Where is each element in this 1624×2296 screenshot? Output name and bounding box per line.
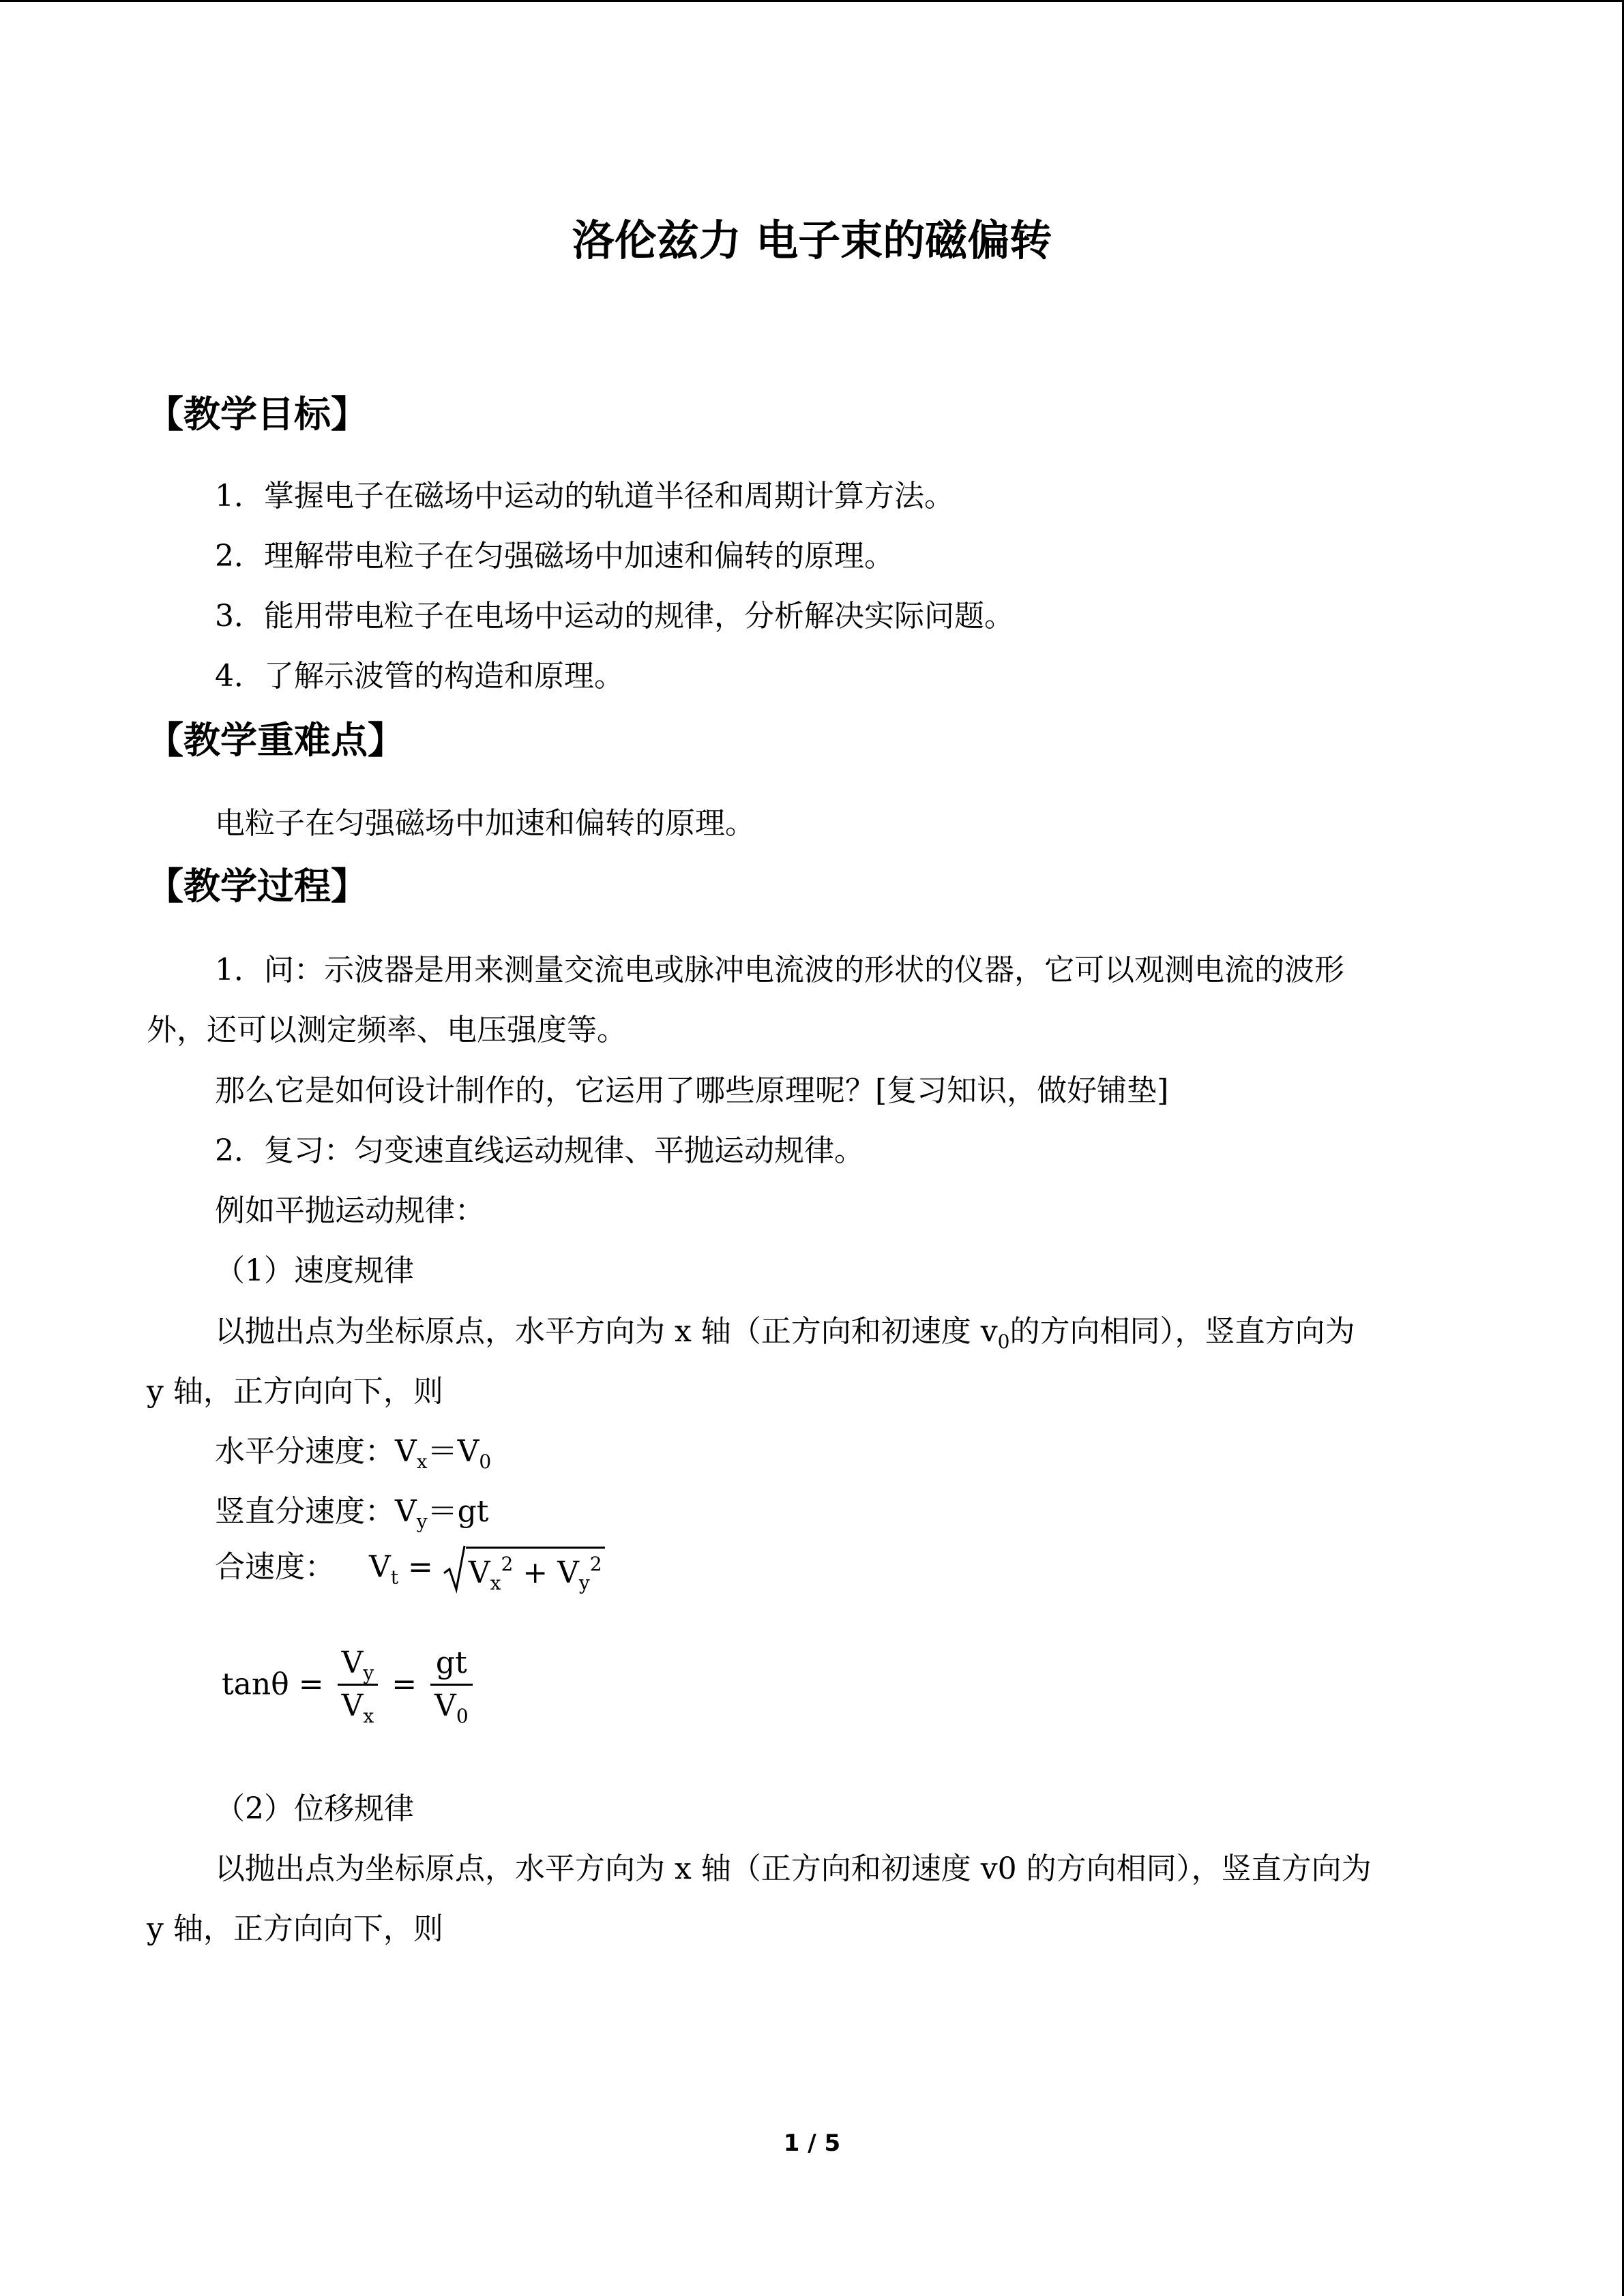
process-paragraph-8b: y 轴，正方向向下，则 [147, 1911, 443, 1946]
radical-sign-icon [443, 1545, 466, 1594]
fraction-vy-vx [338, 1645, 379, 1727]
formula-symbol: ＝V [427, 1434, 479, 1469]
formula-symbol: = [398, 1549, 443, 1585]
page-number: 1 / 5 [783, 2130, 841, 2157]
goal-item-3: 3．能用带电粒子在电场中运动的规律，分析解决实际问题。 [215, 599, 1014, 633]
process-paragraph-6b: y 轴，正方向向下，则 [147, 1374, 443, 1409]
formula-symbol: = [382, 1667, 427, 1702]
fraction-gt-v0 [430, 1645, 473, 1727]
keypoint-text: 电粒子在匀强磁场中加速和偏转的原理。 [215, 806, 755, 841]
section-heading-keypoints: 【教学重难点】 [147, 719, 404, 762]
formula-vx [215, 1431, 491, 1472]
process-paragraph-2: 那么它是如何设计制作的，它运用了哪些原理呢？[复习知识，做好铺垫] [215, 1073, 1169, 1108]
formula-symbol: V [341, 1645, 364, 1680]
section-heading-goals: 【教学目标】 [147, 393, 368, 436]
process-paragraph-6a [215, 1311, 1355, 1352]
formula-symbol: V [468, 1555, 490, 1590]
formula-symbol: V [395, 1494, 417, 1529]
formula-symbol: V [395, 1434, 417, 1469]
goal-item-1: 1．掌握电子在磁场中运动的轨道半径和周期计算方法。 [215, 479, 954, 513]
formula-label: 水平分速度： [215, 1434, 395, 1469]
formula-symbol: V [434, 1688, 456, 1723]
formula-label: 竖直分速度： [215, 1494, 395, 1529]
subscript: 0 [456, 1705, 469, 1727]
subscript: t [390, 1566, 399, 1589]
formula-symbol: gt [430, 1645, 473, 1686]
formula-symbol: ＝gt [427, 1494, 489, 1529]
subscript: y [363, 1662, 374, 1684]
process-paragraph-1a: 1．问：示波器是用来测量交流电或脉冲电流波的形状的仪器，它可以观测电流的波形 [215, 953, 1344, 987]
subscript: y [578, 1572, 590, 1594]
goal-item-2: 2．理解带电粒子在匀强磁场中加速和偏转的原理。 [215, 539, 894, 573]
process-paragraph-1b: 外，还可以测定频率、电压强度等。 [147, 1013, 627, 1047]
process-paragraph-3: 2．复习：匀变速直线运动规律、平抛运动规律。 [215, 1133, 864, 1168]
process-subheading-velocity: （1）速度规律 [215, 1253, 414, 1288]
superscript: 2 [501, 1553, 514, 1575]
formula-symbol: V [341, 1688, 364, 1723]
section-heading-process: 【教学过程】 [147, 865, 368, 908]
formula-symbol: V [557, 1555, 579, 1590]
formula-vt [215, 1545, 605, 1594]
formula-vy [215, 1491, 488, 1532]
text-segment: 的方向相同），竖直方向为 [1009, 1314, 1355, 1349]
process-paragraph-4: 例如平抛运动规律： [215, 1193, 485, 1228]
subscript: y [416, 1510, 428, 1533]
subscript: 0 [997, 1330, 1010, 1353]
formula-label: 合速度： [215, 1549, 335, 1585]
formula-symbol: V [369, 1549, 391, 1585]
formula-symbol: = [289, 1667, 334, 1702]
formula-tan-theta [222, 1645, 477, 1727]
subscript: x [363, 1705, 374, 1727]
formula-symbol: + [513, 1555, 558, 1590]
document-title: 洛伦兹力 电子束的磁偏转 [572, 215, 1052, 265]
goal-item-4: 4．了解示波管的构造和原理。 [215, 659, 624, 694]
subscript: x [490, 1572, 501, 1594]
subscript: x [416, 1450, 428, 1473]
formula-symbol: tanθ [222, 1667, 289, 1702]
process-subheading-displacement: （2）位移规律 [215, 1791, 414, 1826]
square-root [443, 1545, 605, 1594]
superscript: 2 [589, 1553, 602, 1575]
process-paragraph-8a: 以抛出点为坐标原点，水平方向为 x 轴（正方向和初速度 v0 的方向相同），竖直方向为 [215, 1851, 1372, 1886]
subscript: 0 [479, 1450, 492, 1473]
text-segment: 以抛出点为坐标原点，水平方向为 x 轴（正方向和初速度 v [215, 1314, 998, 1349]
